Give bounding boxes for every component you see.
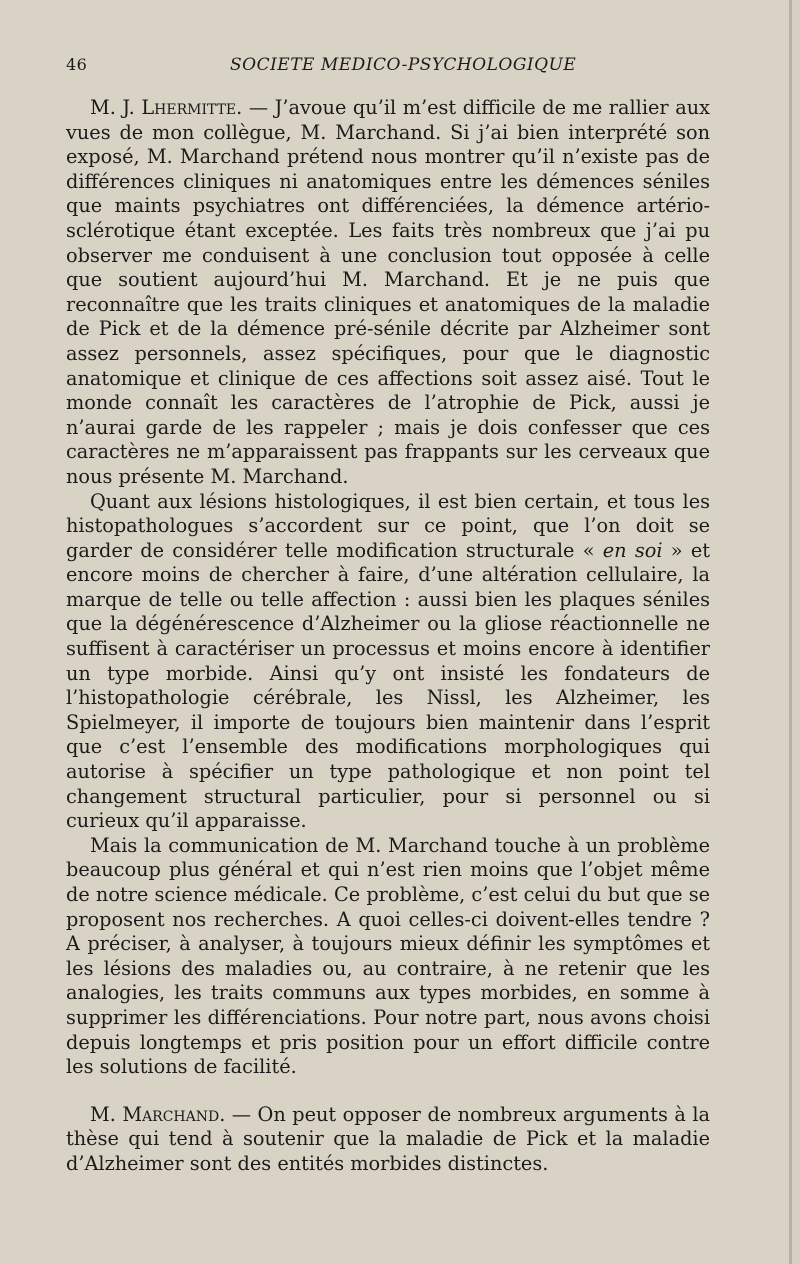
body-text: [66, 96, 710, 1177]
paragraph-text: Quant aux lésions histologiques, il est bien certain, et tous les histopathologues s’accordent sur ce point, que l’on doit se garder de considérer telle modification structurale «: [66, 489, 710, 562]
paragraph-histology: [66, 490, 710, 834]
paragraph-problem: [66, 834, 710, 1080]
running-header: [66, 55, 718, 79]
speaker-name: M. Marchand.: [90, 1102, 226, 1126]
paragraph-marchand: [66, 1103, 710, 1177]
paragraph-text: — J’avoue qu’il m’est difficile de me rallier aux vues de mon collègue, M. Marchand. Si j’ai bien interprété son exposé, M. Marchand prétend nous montrer qu’il n’existe pas de différences cliniques ni anatomiques entre les démences séniles que maints psychiatres ont différenciées, la démence artério-sclérotique étant exceptée. Les faits très nombreux que j’ai pu observer me conduisent à une conclusion tout opposée à celle que soutient aujourd’hui M. Marchand. Et je ne puis que reconnaître que les traits cliniques et anatomiques de la maladie de Pick et de la démence pré-sénile décrite par Alzheimer sont assez personnels, assez spécifiques, pour que le diagnostic anatomique et clinique de ces affections soit assez aisé. Tout le monde connaît les caractères de l’atrophie de Pick, aussi je n’aurai garde de les rappeler ; mais je dois confesser que ces caractères ne m’apparaissent pas frappants sur les cerveaux que nous présente M. Marchand.: [66, 96, 710, 488]
speaker-name: M. J. Lhermitte.: [90, 96, 243, 119]
paragraph-text: Mais la communication de M. Marchand touche à un problème beaucoup plus général et qui n’est rien moins que l’objet même de notre science médicale. Ce problème, c’est celui du but que se proposent nos recherches. A quoi celles-ci doivent-elles tendre ? A préciser, à analyser, à toujours mieux définir les symptômes et les lésions des maladies ou, au contraire, à ne retenir que les analogies, les traits communs aux types morbides, en somme à supprimer les différenciations. Pour notre part, nous avons choisi depuis longtemps et pris position pour un effort difficile contre les solutions de facilité.: [66, 833, 710, 1079]
paragraph-text: » et encore moins de chercher à faire, d’une altération cellulaire, la marque de telle ou telle affection : aussi bien les plaques séniles que la dégénérescence d’Alzheimer ou la gliose réactionnelle ne suffisent à caractériser un processus et moins encore à identifier un type morbide. Ainsi qu’y ont insisté les fondateurs de l’histopathologie cérébrale, les Nissl, les Alzheimer, les Spielmeyer, il importe de toujours bien maintenir dans l’esprit que c’est l’ensemble des modifications morphologiques qui autorise à spécifier un type pathologique et non point tel changement structural particulier, pour si personnel ou si curieux qu’il apparaisse.: [66, 538, 710, 833]
paragraph-text: — On peut opposer de nombreux arguments à la thèse qui tend à soutenir que la maladie de Pick et la maladie d’Alzheimer sont des entités morbides distinctes.: [66, 1102, 710, 1175]
italic-phrase: en soi: [602, 538, 663, 562]
page-number: 46: [66, 55, 88, 74]
paragraph-lhermitte: [66, 96, 710, 490]
paragraph-gap: [66, 1080, 710, 1103]
running-title: SOCIETE MEDICO-PSYCHOLOGIQUE: [230, 55, 577, 75]
